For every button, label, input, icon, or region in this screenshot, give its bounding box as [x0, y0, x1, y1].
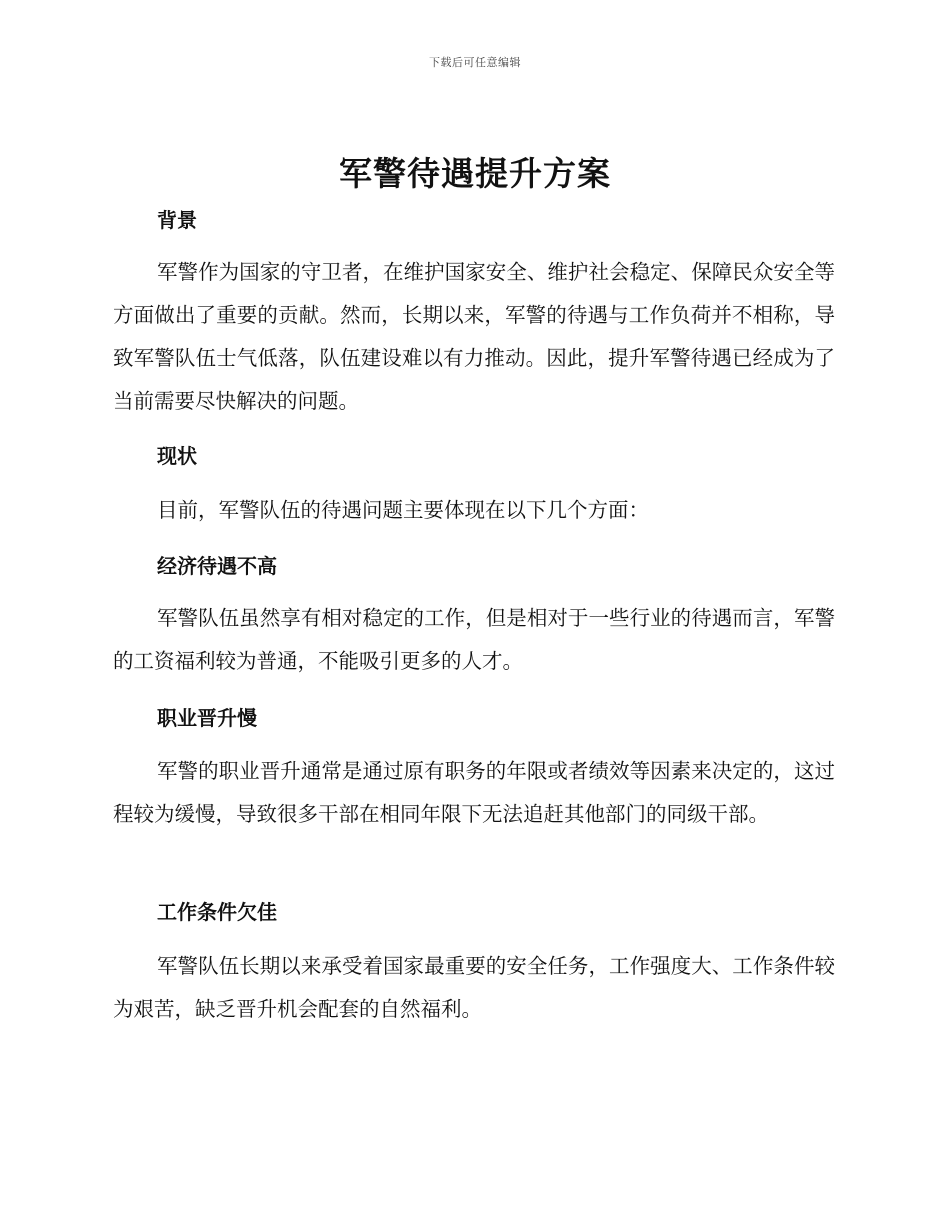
- section-paragraph-conditions: 军警队伍长期以来承受着国家最重要的安全任务，工作强度大、工作条件较为艰苦，缺乏晋升机会配套的自然福利。: [113, 954, 835, 1021]
- section-heading-promotion: 职业晋升慢: [157, 706, 257, 730]
- section-heading-status: 现状: [157, 444, 197, 468]
- document-title: 军警待遇提升方案: [339, 154, 611, 193]
- section-heading-background: 背景: [157, 208, 197, 232]
- header-note: 下载后可任意编辑: [429, 56, 521, 69]
- section-paragraph-background: 军警作为国家的守卫者，在维护国家安全、维护社会稳定、保障民众安全等方面做出了重要的贡献。然而，长期以来，军警的待遇与工作负荷并不相称，导致军警队伍士气低落，队伍建设难以有力推动。因此，提升军警待遇已经成为了当前需要尽快解决的问题。: [113, 260, 835, 413]
- section-heading-conditions: 工作条件欠佳: [157, 900, 277, 924]
- section-paragraph-status: 目前，军警队伍的待遇问题主要体现在以下几个方面：: [157, 498, 649, 522]
- section-paragraph-promotion: 军警的职业晋升通常是通过原有职务的年限或者绩效等因素来决定的，这过程较为缓慢，导致很多干部在相同年限下无法追赶其他部门的同级干部。: [113, 759, 835, 826]
- section-heading-economic: 经济待遇不高: [157, 554, 277, 578]
- section-paragraph-economic: 军警队伍虽然享有相对稳定的工作，但是相对于一些行业的待遇而言，军警的工资福利较为普通，不能吸引更多的人才。: [113, 606, 835, 673]
